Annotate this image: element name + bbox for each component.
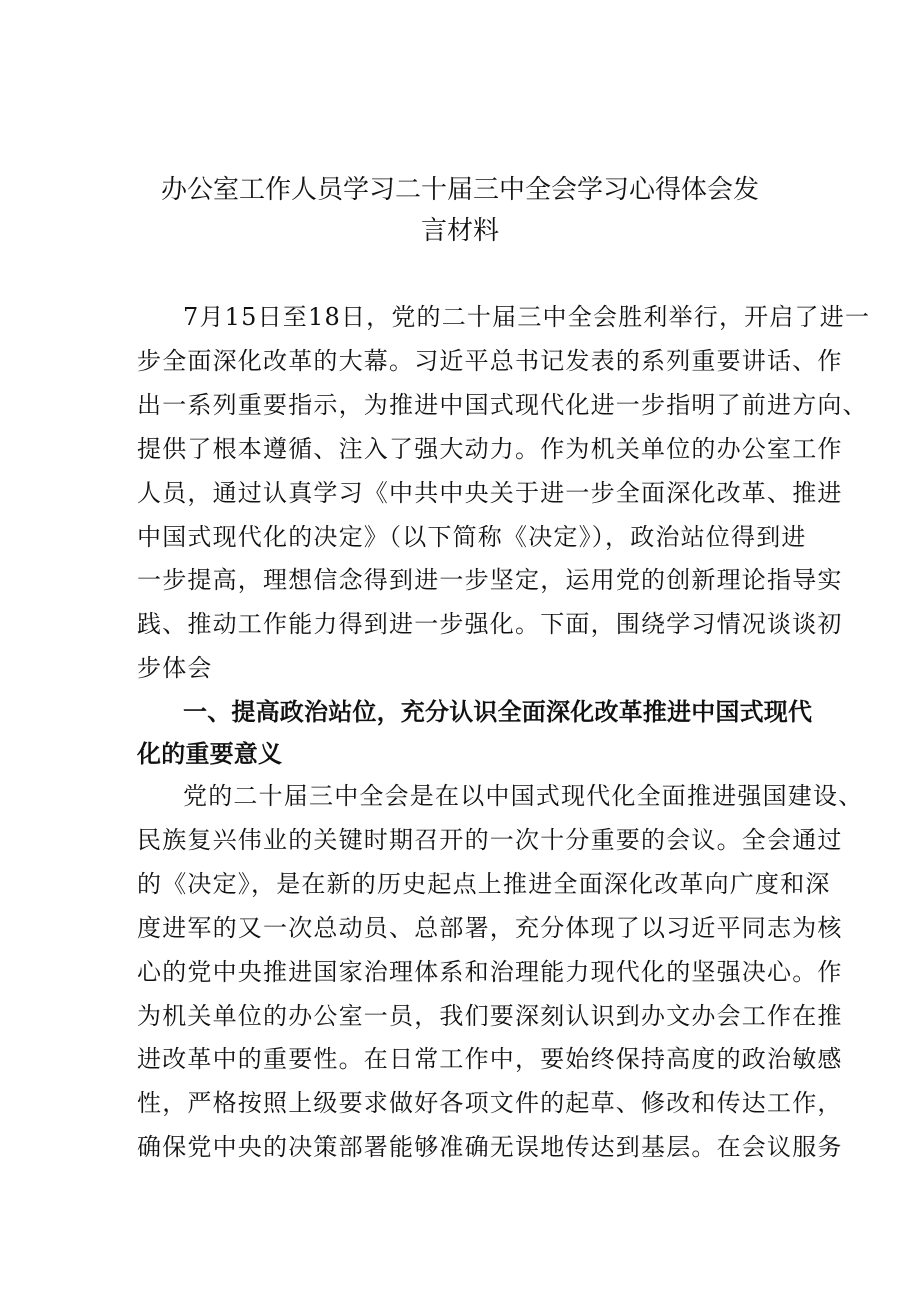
heading-line-2: 化的重要意义 [137,740,283,768]
intro-paragraph [137,296,871,691]
paragraph-line: 提供了根本遵循、注入了强大动力。作为机关单位的办公室工作 [137,434,843,463]
paragraph-line: 出一系列重要指示，为推进中国式现代化进一步指明了前进方向、 [137,390,868,419]
paragraph-line: 度进军的又一次总动员、总部署，充分体现了以习近平同志为核 [137,913,843,942]
paragraph-line: 中国式现代化的决定》（以下简称《决定》），政治站位得到进 [137,522,807,551]
paragraph-line: 践、推动工作能力得到进一步强化。下面，围绕学习情况谈谈初 [137,610,843,639]
paragraph-line: 7月15日至18日，党的二十届三中全会胜利举行，开启了进一 [183,303,871,331]
paragraph-line: 人员，通过认真学习《中共中央关于进一步全面深化改革、推进 [137,478,843,507]
paragraph-line: 步体会 [137,654,213,683]
heading-line-1: 一、提高政治站位，充分认识全面深化改革推进中国式现代 [183,698,813,726]
document-title [140,170,780,252]
paragraph-line: 的《决定》，是在新的历史起点上推进全面深化改革向广度和深 [137,869,831,898]
paragraph-line: 心的党中央推进国家治理体系和治理能力现代化的坚强决心。作 [137,957,843,986]
section-1-paragraph [137,775,864,1170]
title-line-1: 办公室工作人员学习二十届三中全会学习心得体会发 [160,175,759,205]
paragraph-line: 一步提高，理想信念得到进一步坚定，运用党的创新理论指导实 [137,566,843,595]
title-line-2: 言材料 [420,216,499,246]
section-heading-1 [137,691,813,775]
paragraph-line: 进改革中的重要性。在日常工作中，要始终保持高度的政治敏感 [137,1045,843,1074]
paragraph-line: 民族复兴伟业的关键时期召开的一次十分重要的会议。全会通过 [137,825,843,854]
paragraph-line: 步全面深化改革的大幕。习近平总书记发表的系列重要讲话、作 [137,346,843,375]
paragraph-line: 为机关单位的办公室一员，我们要深刻认识到办文办会工作在推 [137,1001,843,1030]
paragraph-line: 确保党中央的决策部署能够准确无误地传达到基层。在会议服务 [137,1133,843,1162]
paragraph-line: 性，严格按照上级要求做好各项文件的起草、修改和传达工作， [137,1089,843,1118]
paragraph-line: 党的二十届三中全会是在以中国式现代化全面推进强国建设、 [183,782,864,810]
